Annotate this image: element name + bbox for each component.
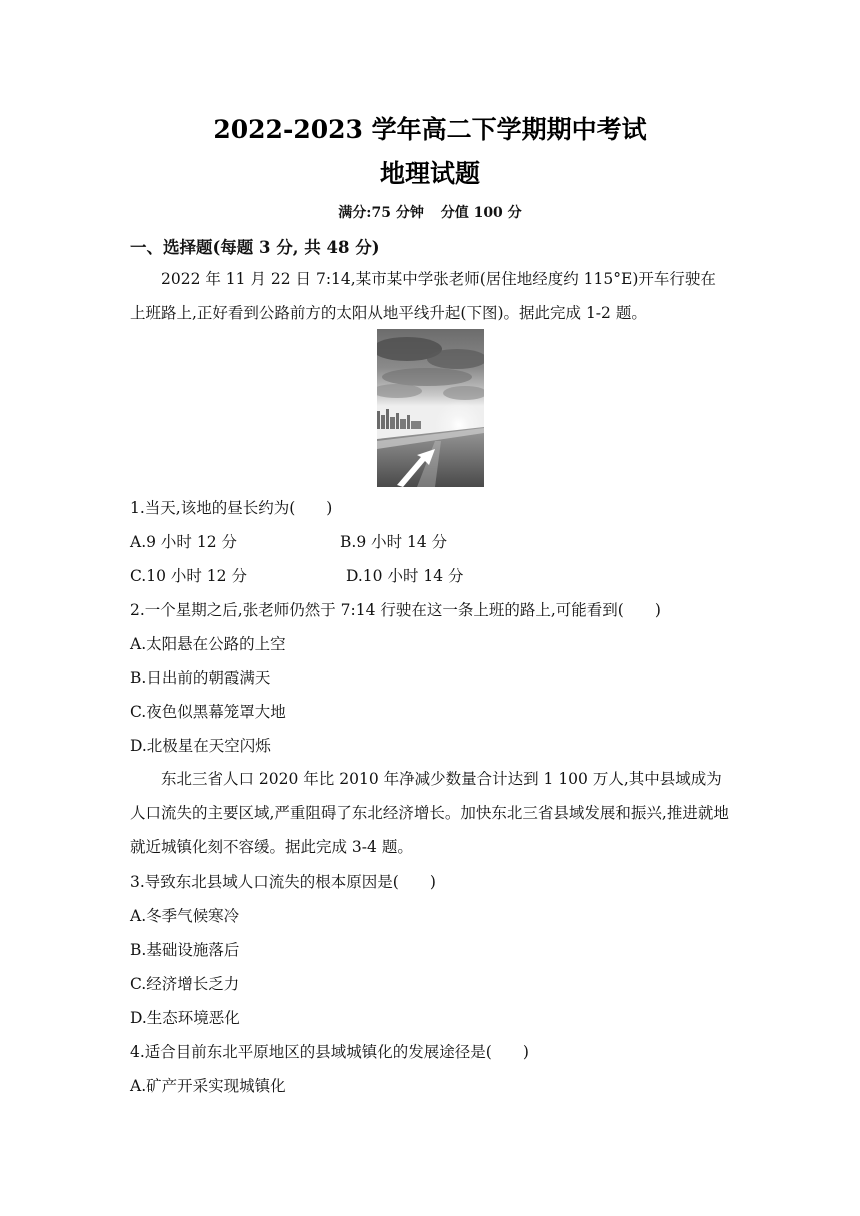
q4-option-a: A.矿产开采实现城镇化 — [130, 1077, 286, 1095]
sunrise-road-photo — [377, 329, 484, 487]
exam-meta — [0, 202, 860, 222]
q1-option-d: D.10 小时 14 分 — [346, 567, 464, 585]
section-heading: 一、选择题(每题 3 分, 共 48 分) — [130, 238, 380, 257]
q2-stem: 2.一个星期之后,张老师仍然于 7:14 行驶在这一条上班的路上,可能看到( ) — [130, 601, 661, 619]
exam-score: 分值 100 分 — [440, 205, 522, 221]
q1-option-c: C.10 小时 12 分 — [130, 567, 247, 585]
q2-option-d: D.北极星在天空闪烁 — [130, 737, 271, 755]
passage-1: 2022 年 11 月 22 日 7:14,某市某中学张老师(居住地经度约 115°E)开车行驶在上班路上,正好看到公路前方的太阳从地平线升起(下图)。据此完成 1-2 题。 — [130, 270, 716, 322]
q2-option-a: A.太阳悬在公路的上空 — [130, 635, 286, 653]
exam-time: 满分:75 分钟 — [338, 205, 424, 221]
q3-option-a: A.冬季气候寒冷 — [130, 907, 240, 925]
q1-stem: 1.当天,该地的昼长约为( ) — [130, 499, 333, 517]
q1-option-a: A.9 小时 12 分 — [130, 533, 237, 551]
q2-option-b: B.日出前的朝霞满天 — [130, 669, 271, 687]
exam-subtitle: 地理试题 — [379, 159, 480, 188]
passage-2: 东北三省人口 2020 年比 2010 年净减少数量合计达到 1 100 万人,其中县域成为人口流失的主要区域,严重阻碍了东北经济增长。加快东北三省县域发展和振兴,推进就地就近城镇化刻不容缓。据此完成 3-4 题。 — [130, 770, 729, 856]
q1-option-b: B.9 小时 14 分 — [340, 533, 448, 551]
exam-title: 2022-2023 学年高二下学期期中考试 — [213, 115, 647, 144]
q2-option-c: C.夜色似黑幕笼罩大地 — [130, 703, 286, 721]
q3-option-c: C.经济增长乏力 — [130, 975, 240, 993]
q3-stem: 3.导致东北县域人口流失的根本原因是( ) — [130, 873, 436, 891]
q4-stem: 4.适合目前东北平原地区的县域城镇化的发展途径是( ) — [130, 1043, 529, 1061]
q3-option-d: D.生态环境恶化 — [130, 1009, 240, 1027]
q3-option-b: B.基础设施落后 — [130, 941, 240, 959]
